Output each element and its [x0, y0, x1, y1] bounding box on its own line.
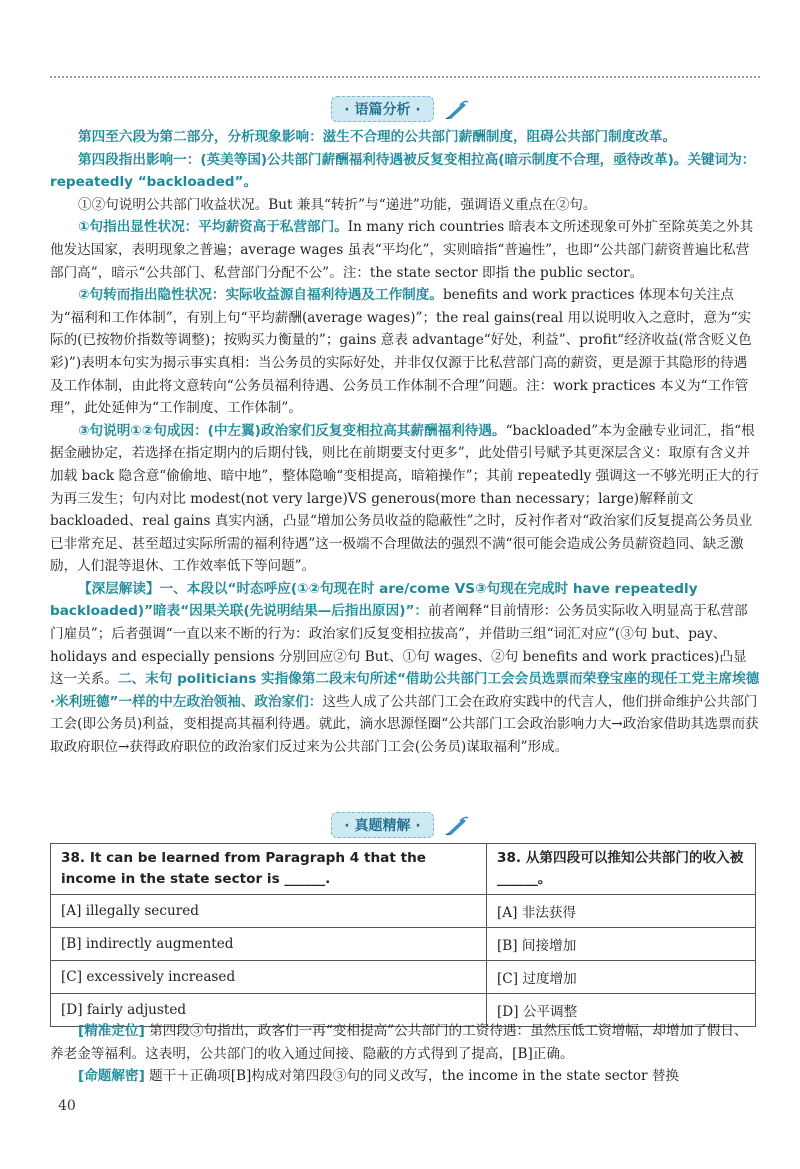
- top-dotted-rule: [50, 76, 760, 78]
- analysis-para-3: ②句转而指出隐性状况：实际收益源自福利待遇及工作制度。benefits and work practices 体现本句关注点为“福利和工作体制”，有别上句“平均薪酬(average wages)”；the real gains(real 用以说明收入之意时，意为“实际的(已按物价指数等调整)；按购买力衡量的”；gains 意表 advantage“好处，利益”、profit“经济收益(常含贬义色彩)”)表明本句实为揭示事实真相：当公务员的实际好处，并非仅仅源于比私营部门高的薪资，更是源于其隐形的待遇及工作体制，由此将文意转向“公务员福利待遇、公务员工作体制不合理”问题。注：work practices 本义为“工作管理”，此处延伸为“工作制度、工作体制”。: [50, 287, 752, 417]
- analysis-intro-1: 第四至六段为第二部分，分析现象影响：滋生不合理的公共部门薪酬制度，阻碍公共部门制度改革。: [78, 129, 677, 145]
- option-row-a: [51, 895, 756, 928]
- option-a-zh: [A] 非法获得: [487, 895, 756, 928]
- secret-para: [命题解密] 题干＋正确项[B]构成对第四段③句的同义改写，the income in the state sector 替换: [78, 1068, 680, 1085]
- question-stem-row: [51, 844, 756, 895]
- explanation-body: [50, 1020, 760, 1088]
- option-d-zh: [D] 公平调整: [487, 994, 756, 1027]
- pen-icon: [443, 100, 469, 120]
- question-table: [50, 843, 756, 1027]
- option-b-zh: [B] 间接增加: [487, 928, 756, 961]
- page-number: 40: [58, 1098, 76, 1114]
- option-a-en: [A] illegally secured: [51, 895, 487, 928]
- analysis-para-1: ①②句说明公共部门收益状况。But 兼具“转折”与“递进”功能，强调语义重点在②句。: [78, 196, 597, 213]
- question-stem-en: 38. It can be learned from Paragraph 4 that the income in the state sector is ______.: [51, 844, 487, 895]
- option-row-c: [51, 961, 756, 994]
- option-c-zh: [C] 过度增加: [487, 961, 756, 994]
- option-d-en: [D] fairly adjusted: [51, 994, 487, 1027]
- analysis-title: · 语篇分析 ·: [331, 96, 433, 122]
- deep-reading-para: 【深层解读】一、本段以“时态呼应(①②句现在时 are/come VS③句现在完成时 have repeatedly backloaded)”暗表“因果关联(先说明结果—后指出原因)”：前者阐释“目前情形：公务员实际收入明显高于私营部门雇员”；后者强调“一直以来不断的行为：政治家们反复变相拉拔高”，并借助三组“词汇对应”(③句 but、pay、holidays and especially pensions 分别回应②句 But、①句 wages、②句 benefits and work practices)凸显这一关系。二、末句 politicians 实指像第二段末句所述“借助公共部门工会会员选票而荣登宝座的现任工党主席埃德·米利班德”一样的中左政治领袖、政治家们：这些人成了公共部门工会在政府实践中的代言人，他们拼命维护公共部门工会(即公务员)利益，变相提高其福利待遇。就此，滴水思源怪圈“公共部门工会政治影响力大→政治家借助其选票而获取政府职位→获得政府职位的政治家们反过来为公共部门工会(公务员)谋取福利”形成。: [50, 580, 760, 756]
- question-title: · 真题精解 ·: [331, 812, 433, 838]
- option-b-en: [B] indirectly augmented: [51, 928, 487, 961]
- locate-para: [精准定位] 第四段③句指出，政客们一再“变相提高”公共部门的工资待遇：虽然压低工资增幅，却增加了假日、养老金等福利。这表明，公共部门的收入通过间接、隐蔽的方式得到了提高，[B]正确。: [50, 1023, 748, 1062]
- analysis-para-4: ③句说明①②句成因：(中左翼)政治家们反复变相拉高其薪酬福利待遇。“backloaded”本为金融专业词汇，指“根据金融协定，若选择在指定期内的后期付钱，则比在前期要支付更多”，此处借引号赋予其更深层含义：取原有含义并加载 back 隐含意“偷偷地、暗中地”，整体隐喻“变相提高，暗箱操作”；其前 repeatedly 强调这一不够光明正大的行为再三发生；句内对比 modest(not very large)VS generous(more than necessary；large)解释前文 backloaded、real gains 真实内涵，凸显“增加公务员收益的隐蔽性”之时，反衬作者对“政治家们反复提高公务员业已非常充足、甚至超过实际所需的福利待遇”这一极端不合理做法的强烈不满“很可能会造成公务员薪资趋同、缺乏激励，人们混等退休、工作效率低下等问题”。: [50, 422, 759, 575]
- analysis-para-2: ①句指出显性状况：平均薪资高于私营部门。In many rich countries 暗表本文所述现象可外扩至除英美之外其他发达国家，表明现象之普遍；average wages 虽表“平均化”，实则暗指“普遍性”，也即“公共部门薪资普遍比私营部门高”，暗示“公共部门、私营部门分配不公”。注：the state sector 即指 the public sector。: [50, 219, 754, 281]
- question-section-header: [0, 812, 800, 838]
- question-stem-zh: 38. 从第四段可以推知公共部门的收入被______。: [487, 844, 756, 895]
- analysis-body: [50, 126, 760, 759]
- pen-icon: [443, 816, 469, 836]
- analysis-section-header: [0, 96, 800, 122]
- option-row-b: [51, 928, 756, 961]
- analysis-intro-2: 第四段指出影响一：(英美等国)公共部门薪酬福利待遇被反复变相拉高(暗示制度不合理，亟待改革)。关键词为：repeatedly “backloaded”。: [50, 151, 756, 191]
- option-c-en: [C] excessively increased: [51, 961, 487, 994]
